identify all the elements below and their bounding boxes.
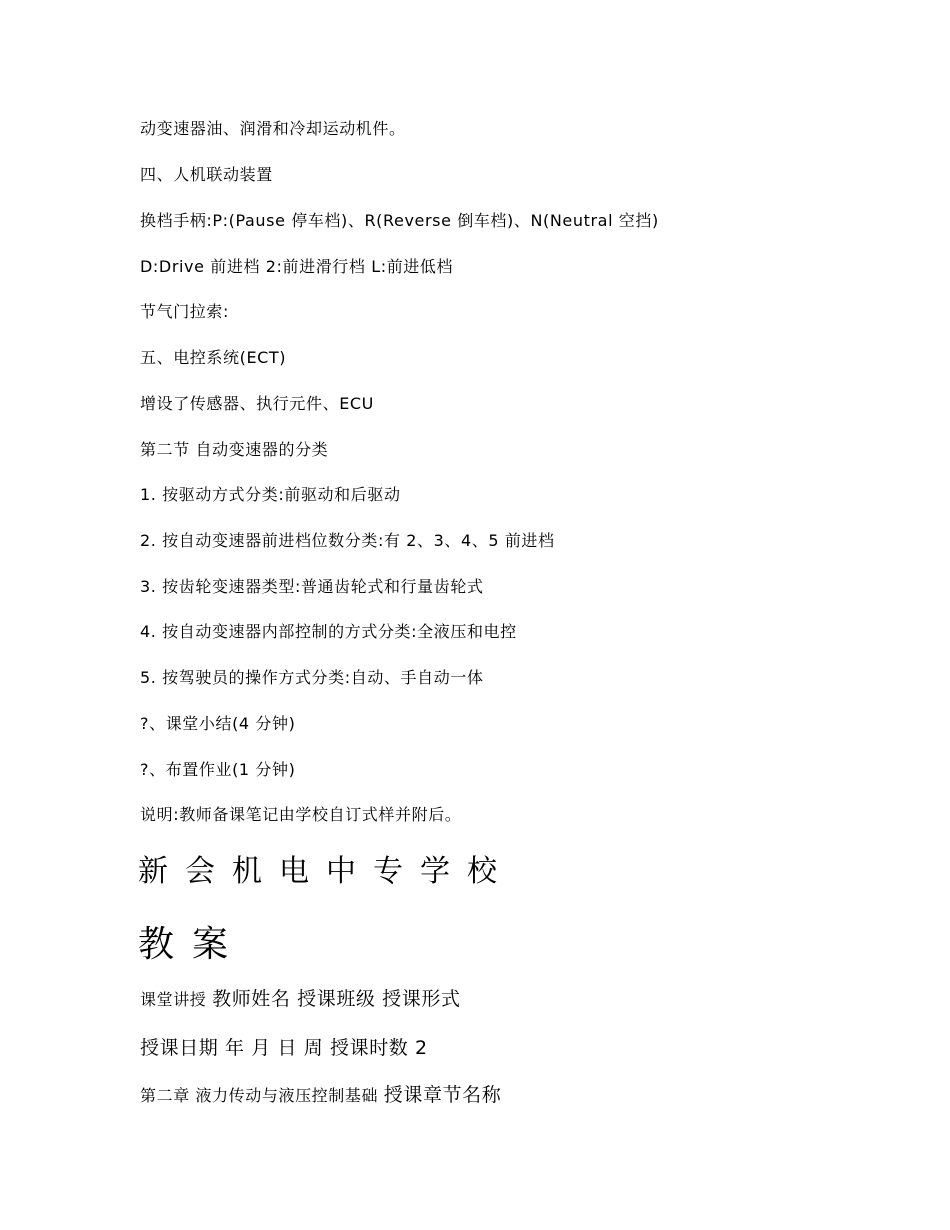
text-line: ?、布置作业(1 分钟) — [140, 760, 296, 779]
list-item: 5. 按驾驶员的操作方式分类:自动、手自动一体 — [140, 668, 484, 687]
info-row-1 — [140, 987, 461, 1011]
text-line: 换档手柄:P:(Pause 停车档)、R(Reverse 倒车档)、N(Neutral 空挡) — [140, 211, 659, 230]
list-item: 3. 按齿轮变速器类型:普通齿轮式和行量齿轮式 — [140, 577, 484, 596]
text-line: D:Drive 前进档 2:前进滑行档 L:前进低档 — [140, 257, 454, 276]
info-row-3 — [140, 1083, 501, 1107]
note-line: 说明:教师备课笔记由学校自订式样并附后。 — [140, 805, 462, 824]
text-line: 增设了传感器、执行元件、ECU — [140, 394, 374, 413]
chapter-label: 授课章节名称 — [383, 1084, 502, 1106]
list-item: 2. 按自动变速器前进档位数分类:有 2、3、4、5 前进档 — [140, 531, 555, 550]
chapter-name: 第二章 液力传动与液压控制基础 — [140, 1086, 379, 1105]
teaching-method: 课堂讲授 — [140, 990, 207, 1009]
list-item: 4. 按自动变速器内部控制的方式分类:全液压和电控 — [140, 622, 517, 641]
list-item: 1. 按驱动方式分类:前驱动和后驱动 — [140, 485, 401, 504]
text-line: ?、课堂小结(4 分钟) — [140, 714, 296, 733]
info-row-2: 授课日期 年 月 日 周 授课时数 2 — [140, 1037, 428, 1059]
section-heading: 四、人机联动装置 — [140, 165, 273, 184]
text-line: 节气门拉索: — [140, 302, 229, 321]
school-title: 新会机电中专学校 — [138, 854, 514, 889]
text-line: 动变速器油、润滑和冷却运动机件。 — [140, 119, 406, 138]
section-heading: 第二节 自动变速器的分类 — [140, 440, 329, 459]
info-row-1-fields: 教师姓名 授课班级 授课形式 — [212, 988, 461, 1010]
section-heading: 五、电控系统(ECT) — [140, 348, 287, 367]
plan-title: 教案 — [138, 924, 247, 965]
